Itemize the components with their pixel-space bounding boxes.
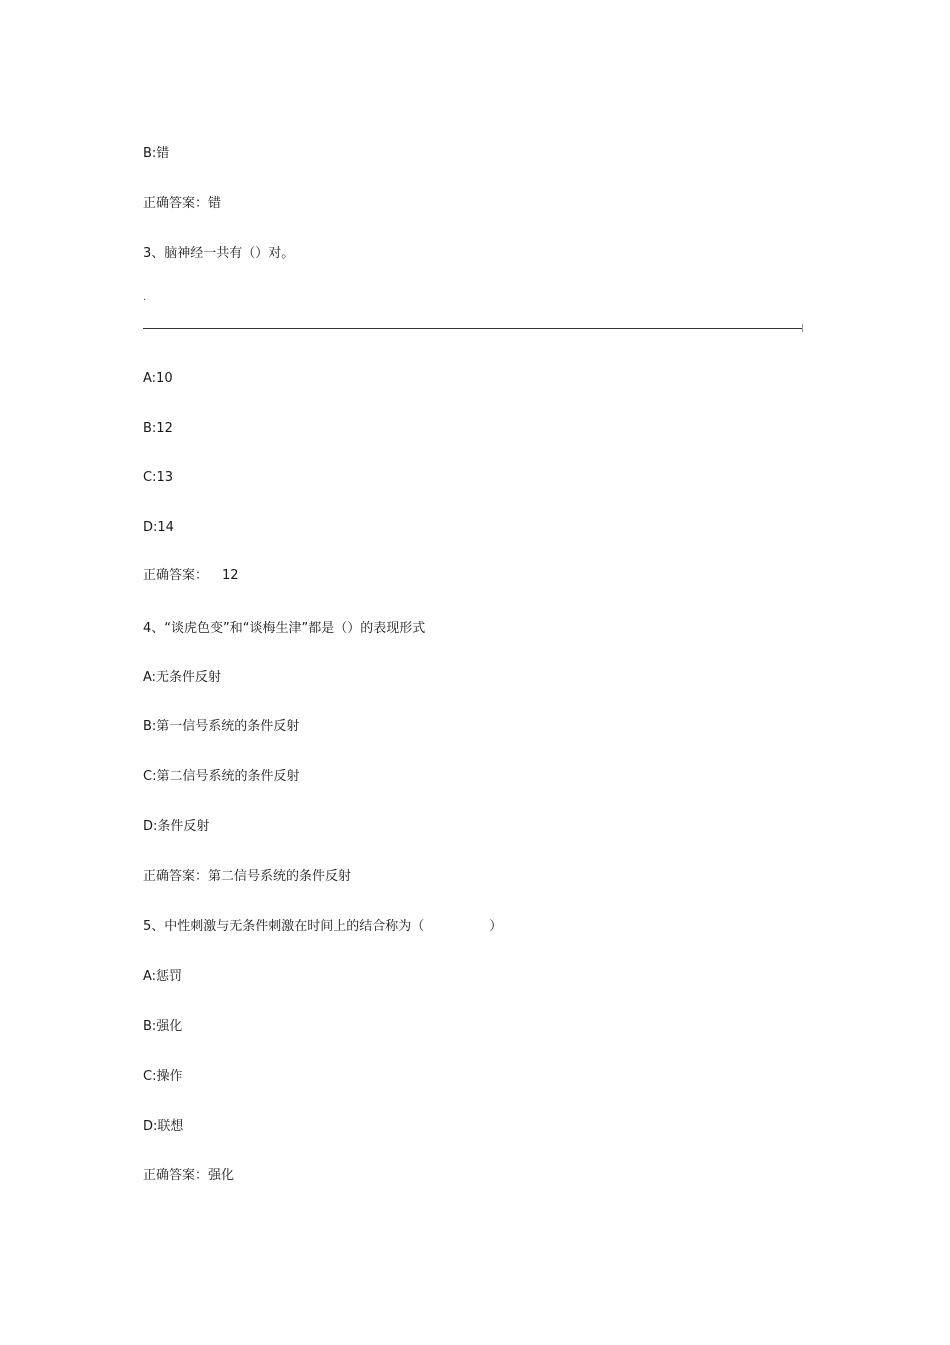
- q3-option-d: D:14: [143, 520, 174, 535]
- stray-dot: .: [143, 292, 147, 303]
- q2-answer: 正确答案：错: [143, 196, 222, 211]
- q3-answer-value: 12: [222, 568, 239, 583]
- q4-option-d: D:条件反射: [143, 819, 210, 834]
- q4-option-a: A:无条件反射: [143, 670, 222, 685]
- q3-question: 3、脑神经一共有（）对。: [143, 246, 295, 261]
- q5-option-a: A:惩罚: [143, 969, 183, 984]
- q5-answer: 正确答案：强化: [143, 1168, 235, 1183]
- q5-option-c: C:操作: [143, 1069, 183, 1084]
- q5-option-d: D:联想: [143, 1119, 184, 1134]
- q5-question: 5、中性刺激与无条件刺激在时间上的结合称为（ ）: [143, 919, 503, 934]
- horizontal-rule: [143, 328, 803, 329]
- q5-option-b: B:强化: [143, 1019, 183, 1034]
- q3-answer: [143, 567, 239, 585]
- q3-option-b: B:12: [143, 421, 173, 436]
- q4-option-c: C:第二信号系统的条件反射: [143, 769, 300, 784]
- q3-answer-label: 正确答案：: [143, 568, 209, 583]
- q2-option-b: B:错: [143, 146, 170, 161]
- q4-question: 4、“谈虎色变”和“谈梅生津”都是（）的表现形式: [143, 621, 426, 636]
- rule-end-tick: [802, 324, 803, 332]
- q3-option-a: A:10: [143, 371, 173, 386]
- q3-option-c: C:13: [143, 470, 173, 485]
- q4-answer: 正确答案：第二信号系统的条件反射: [143, 869, 352, 884]
- q4-option-b: B:第一信号系统的条件反射: [143, 719, 300, 734]
